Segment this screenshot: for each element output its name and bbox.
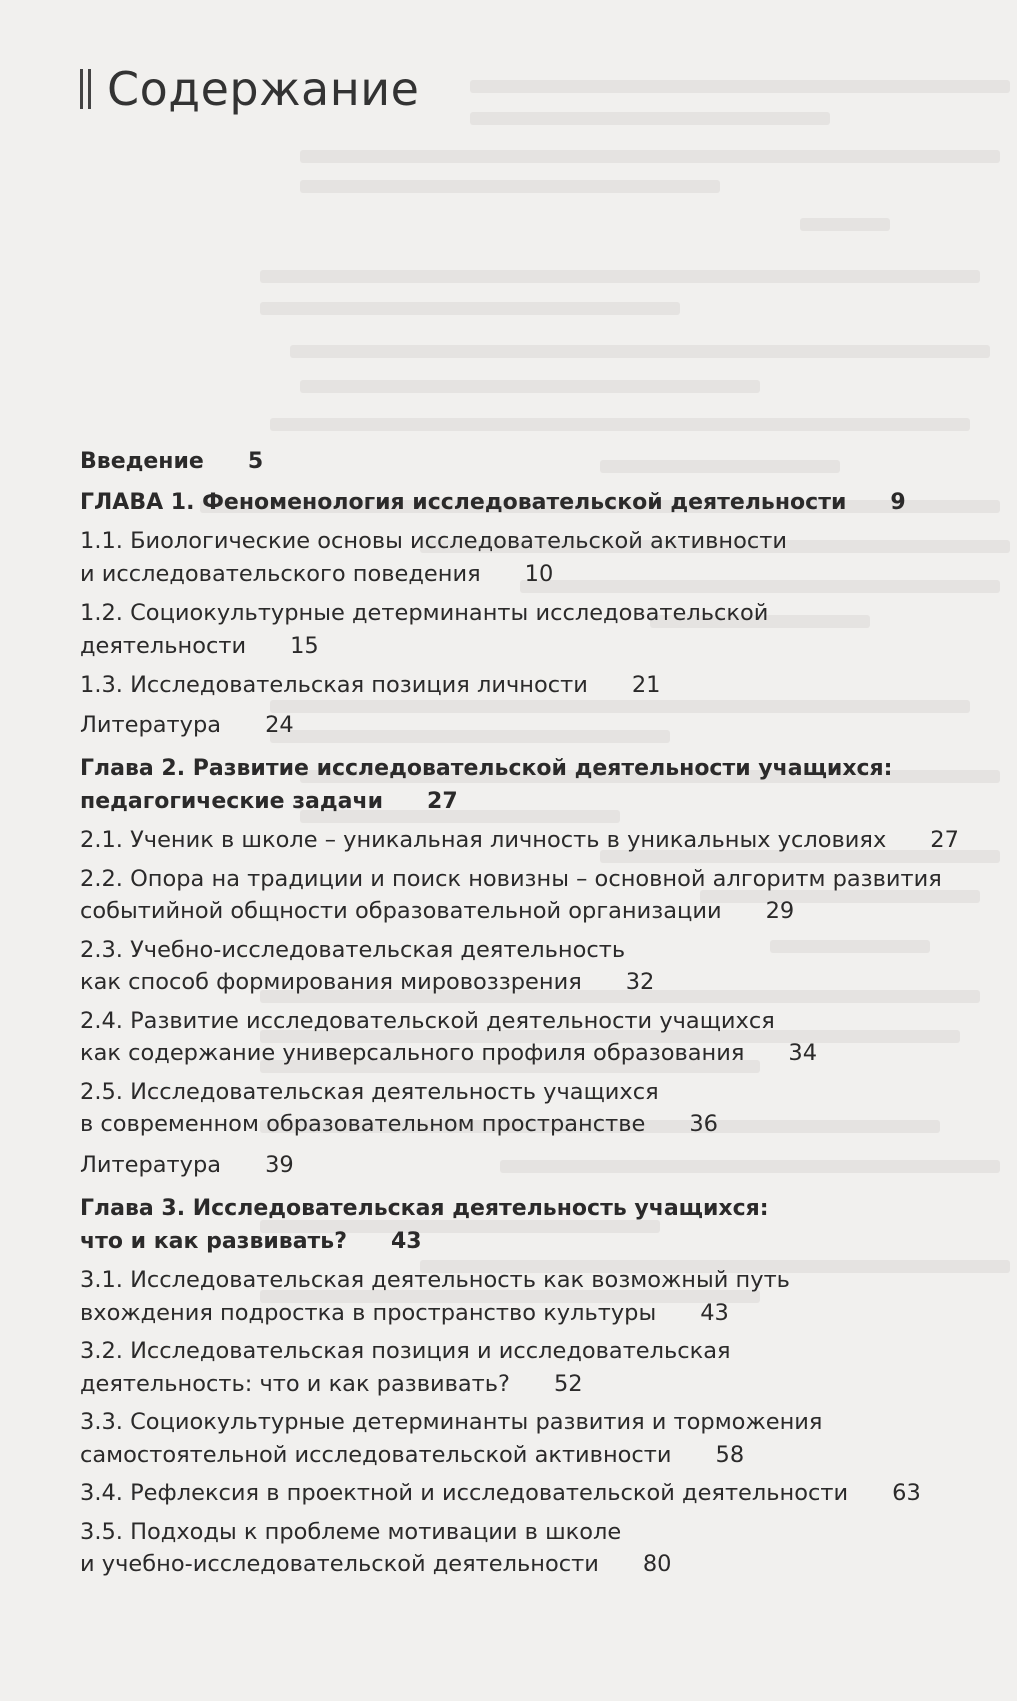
toc-page-number: 58: [715, 1441, 745, 1468]
toc-entry-line: [80, 1149, 980, 1182]
toc-entry-text: Литература: [80, 1151, 222, 1178]
toc-entry-text: Глава 3. Исследовательская деятельность учащихся:: [80, 1196, 769, 1221]
toc-entry-text: Введение: [80, 449, 204, 474]
toc-entry[interactable]: [80, 1477, 980, 1510]
toc-page-number: 34: [788, 1040, 818, 1066]
toc-entry-line: [80, 630, 980, 663]
toc-entry-text: и исследовательского поведения: [80, 560, 481, 587]
table-of-contents: [80, 440, 980, 1581]
toc-entry-line: [80, 1226, 980, 1259]
toc-entry-text: 1.1. Биологические основы исследовательской активности: [80, 528, 788, 554]
toc-entry-line: [80, 1368, 980, 1401]
toc-entry[interactable]: [80, 669, 980, 702]
toc-entry-text: педагогические задачи: [80, 788, 384, 814]
toc-page-number: 63: [892, 1480, 921, 1506]
toc-entry-line: [80, 1037, 980, 1070]
toc-entry-line: [80, 669, 980, 702]
toc-entry[interactable]: [80, 1076, 980, 1141]
toc-entry-line: [80, 487, 980, 520]
toc-entry-text: 3.5. Подходы к проблеме мотивации в школе: [80, 1518, 622, 1545]
toc-entry-text: 2.2. Опора на традиции и поиск новизны – основной алгоритм развития: [80, 865, 942, 892]
toc-entry-text: как способ формирования мировоззрения: [80, 969, 582, 995]
toc-entry-text: самостоятельной исследовательской активности: [80, 1441, 672, 1468]
toc-entry-text: вхождения подростка в пространство культуры: [80, 1299, 657, 1326]
toc-entry[interactable]: [80, 597, 980, 662]
toc-entry-text: как содержание универсального профиля образования: [80, 1040, 745, 1066]
toc-entry-line: [80, 1516, 980, 1549]
toc-entry[interactable]: [80, 1149, 980, 1182]
page-title-text: Содержание: [107, 62, 420, 116]
toc-chapter-entry[interactable]: [80, 487, 980, 520]
toc-entry-text: и учебно-исследовательской деятельности: [80, 1551, 599, 1577]
toc-page-number: 10: [524, 560, 554, 587]
toc-page-number: 21: [631, 672, 661, 698]
toc-chapter-entry[interactable]: [80, 446, 980, 479]
toc-entry-line: [80, 1005, 980, 1038]
toc-entry[interactable]: [80, 1264, 980, 1329]
toc-page-number: 24: [265, 711, 294, 738]
toc-entry-line: [80, 895, 980, 928]
toc-entry[interactable]: [80, 525, 980, 590]
toc-entry-line: [80, 1264, 980, 1297]
toc-page-number: 15: [290, 632, 319, 659]
toc-entry-text: деятельности: [80, 632, 247, 659]
toc-entry-line: [80, 558, 980, 591]
toc-entry-line: [80, 1548, 980, 1581]
toc-entry-line: [80, 1193, 980, 1226]
toc-entry-text: деятельность: что и как развивать?: [80, 1370, 510, 1397]
toc-entry[interactable]: [80, 1005, 980, 1070]
toc-entry-line: [80, 1406, 980, 1439]
toc-entry-line: [80, 709, 980, 742]
toc-entry-line: [80, 1108, 980, 1141]
toc-entry-text: Литература: [80, 711, 222, 738]
toc-entry[interactable]: [80, 709, 980, 742]
toc-entry-text: что и как развивать?: [80, 1228, 347, 1254]
toc-page-number: 5: [247, 449, 264, 474]
toc-entry[interactable]: [80, 1516, 980, 1581]
toc-entry-text: событийной общности образовательной организации: [80, 898, 722, 924]
toc-entry-line: [80, 863, 980, 896]
toc-entry[interactable]: [80, 1406, 980, 1471]
toc-page-number: 32: [625, 969, 655, 995]
toc-entry-line: [80, 1439, 980, 1472]
toc-page-number: 39: [265, 1151, 294, 1178]
toc-chapter-entry[interactable]: [80, 753, 980, 818]
toc-entry-line: [80, 786, 980, 819]
toc-entry-line: [80, 1297, 980, 1330]
toc-entry-text: 2.4. Развитие исследовательской деятельности учащихся: [80, 1007, 775, 1034]
toc-page-number: 36: [689, 1111, 718, 1137]
toc-entry-text: в современном образовательном пространстве: [80, 1111, 646, 1137]
toc-page-number: 43: [700, 1299, 729, 1326]
toc-entry-line: [80, 1076, 980, 1109]
toc-entry[interactable]: [80, 934, 980, 999]
toc-page-number: 43: [390, 1228, 422, 1254]
toc-page-number: 27: [427, 788, 458, 814]
toc-entry-text: 2.1. Ученик в школе – уникальная личность в уникальных условиях: [80, 827, 887, 853]
toc-page-number: 9: [890, 489, 906, 515]
toc-entry[interactable]: [80, 1335, 980, 1400]
toc-entry-line: [80, 934, 980, 967]
page-title: [80, 62, 419, 116]
toc-entry-text: 1.2. Социокультурные детерминанты исследовательской: [80, 600, 769, 626]
toc-page-number: 29: [765, 898, 795, 924]
toc-chapter-entry[interactable]: [80, 1193, 980, 1258]
toc-entry-text: 3.3. Социокультурные детерминанты развития и торможения: [80, 1409, 823, 1435]
title-bar-mark: [80, 69, 83, 109]
toc-entry-line: [80, 597, 980, 630]
toc-page-number: 52: [553, 1370, 583, 1397]
toc-entry-text: ГЛАВА 1. Феноменология исследовательской деятельности: [80, 489, 847, 515]
toc-page-number: 80: [642, 1551, 672, 1577]
toc-entry-text: 3.2. Исследовательская позиция и исследовательская: [80, 1338, 731, 1364]
toc-entry-line: [80, 824, 980, 857]
toc-entry-text: 3.4. Рефлексия в проектной и исследовательской деятельности: [80, 1480, 849, 1506]
toc-entry-line: [80, 966, 980, 999]
toc-entry-line: [80, 525, 980, 558]
toc-entry-text: Глава 2. Развитие исследовательской деятельности учащихся:: [80, 756, 893, 781]
toc-entry[interactable]: [80, 824, 980, 857]
toc-entry-text: 1.3. Исследовательская позиция личности: [80, 672, 588, 698]
title-bar-mark: [88, 69, 91, 109]
toc-entry-line: [80, 1477, 980, 1510]
toc-entry-text: 2.5. Исследовательская деятельность учащихся: [80, 1078, 659, 1105]
toc-entry-text: 2.3. Учебно-исследовательская деятельность: [80, 936, 626, 963]
toc-entry[interactable]: [80, 863, 980, 928]
toc-page-number: 27: [930, 827, 959, 853]
toc-entry-line: [80, 1335, 980, 1368]
toc-entry-line: [80, 753, 980, 786]
toc-entry-text: 3.1. Исследовательская деятельность как возможный путь: [80, 1267, 790, 1293]
toc-entry-line: [80, 446, 980, 479]
